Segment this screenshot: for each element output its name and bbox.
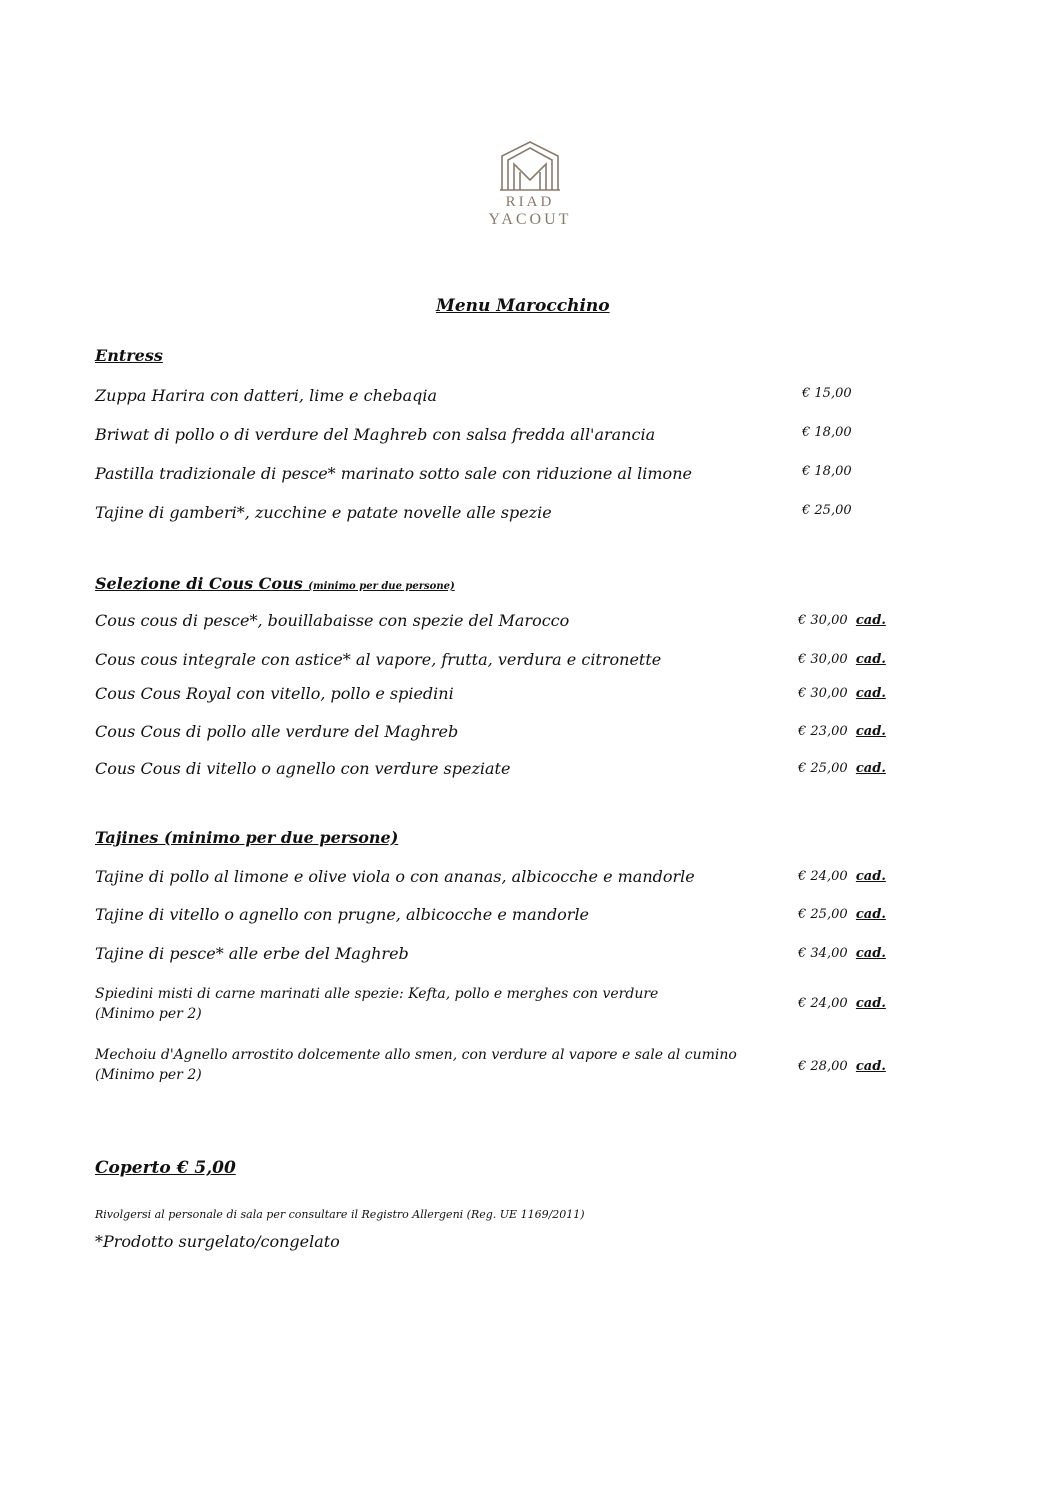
- price-value: € 30,00: [798, 613, 848, 628]
- menu-item-price: € 25,00: [802, 503, 852, 518]
- price-suffix: cad.: [855, 761, 886, 776]
- frozen-product-notice: *Prodotto surgelato/congelato: [95, 1232, 340, 1251]
- logo-line-yacout: YACOUT: [488, 211, 572, 228]
- menu-title: Menu Marocchino: [436, 296, 610, 316]
- menu-item-price: € 18,00: [802, 425, 852, 440]
- menu-item-name: [95, 984, 658, 1024]
- menu-item-name: Tajine di gamberi*, zucchine e patate novelle alle spezie: [95, 503, 552, 522]
- price-value: € 28,00: [798, 1059, 848, 1074]
- price-value: € 25,00: [798, 907, 848, 922]
- section-heading-entrees: Entress: [95, 346, 163, 365]
- menu-item-name: Tajine di pesce* alle erbe del Maghreb: [95, 944, 409, 963]
- section-heading-couscous: [95, 574, 455, 593]
- menu-item-price: [798, 946, 886, 961]
- menu-item-price: [798, 761, 886, 776]
- menu-item-price: [798, 907, 886, 922]
- price-suffix: cad.: [855, 996, 886, 1011]
- logo-line-riad: RIAD: [505, 194, 555, 210]
- section-heading-note: (minimo per due persone): [308, 581, 455, 592]
- menu-item-price: [798, 613, 886, 628]
- menu-item-name: Cous Cous Royal con vitello, pollo e spiedini: [95, 684, 454, 703]
- menu-item-name: Cous cous di pesce*, bouillabaisse con spezie del Marocco: [95, 611, 570, 630]
- logo-emblem-icon: [498, 140, 562, 192]
- menu-item-name: [95, 1045, 737, 1085]
- price-suffix: cad.: [855, 686, 886, 701]
- price-value: € 25,00: [798, 761, 848, 776]
- menu-item-price: [798, 652, 886, 667]
- price-value: € 34,00: [798, 946, 848, 961]
- coperto-charge: Coperto € 5,00: [95, 1158, 236, 1178]
- menu-item-name: Pastilla tradizionale di pesce* marinato sotto sale con riduzione al limone: [95, 464, 692, 483]
- menu-item-price: € 18,00: [802, 464, 852, 479]
- price-value: € 24,00: [798, 996, 848, 1011]
- price-suffix: cad.: [855, 613, 886, 628]
- section-heading-tajines: Tajines (minimo per due persone): [95, 828, 399, 847]
- menu-item-price: € 15,00: [802, 386, 852, 401]
- menu-item-line: Spiedini misti di carne marinati alle spezie: Kefta, pollo e merghes con verdure: [95, 986, 659, 1002]
- riad-yacout-logo: [470, 140, 590, 228]
- menu-item-price: [798, 1059, 886, 1074]
- menu-item-price: [798, 686, 886, 701]
- menu-item-name: Cous Cous di pollo alle verdure del Maghreb: [95, 722, 459, 741]
- price-value: € 30,00: [798, 686, 848, 701]
- price-value: € 23,00: [798, 724, 848, 739]
- menu-item-name: Tajine di vitello o agnello con prugne, albicocche e mandorle: [95, 905, 590, 924]
- menu-item-subline: (Minimo per 2): [95, 1067, 202, 1083]
- section-heading-text: Selezione di Cous Cous: [95, 574, 303, 593]
- menu-item-name: Briwat di pollo o di verdure del Maghreb con salsa fredda all'arancia: [95, 425, 656, 444]
- price-value: € 24,00: [798, 869, 848, 884]
- price-suffix: cad.: [855, 869, 886, 884]
- menu-item-price: [798, 996, 886, 1011]
- menu-item-price: [798, 869, 886, 884]
- allergen-notice: Rivolgersi al personale di sala per consultare il Registro Allergeni (Reg. UE 1169/2011): [95, 1208, 585, 1221]
- price-suffix: cad.: [855, 724, 886, 739]
- menu-item-subline: (Minimo per 2): [95, 1006, 202, 1022]
- menu-item-name: Cous Cous di vitello o agnello con verdure speziate: [95, 759, 511, 778]
- price-value: € 30,00: [798, 652, 848, 667]
- menu-item-name: Zuppa Harira con datteri, lime e chebaqia: [95, 386, 438, 405]
- price-suffix: cad.: [855, 652, 886, 667]
- price-suffix: cad.: [855, 946, 886, 961]
- menu-item-name: Cous cous integrale con astice* al vapore, frutta, verdura e citronette: [95, 650, 662, 669]
- price-suffix: cad.: [855, 907, 886, 922]
- menu-item-line: Mechoiu d'Agnello arrostito dolcemente allo smen, con verdure al vapore e sale al cumino: [95, 1047, 737, 1063]
- menu-item-name: Tajine di pollo al limone e olive viola o con ananas, albicocche e mandorle: [95, 867, 695, 886]
- menu-item-price: [798, 724, 886, 739]
- price-suffix: cad.: [855, 1059, 886, 1074]
